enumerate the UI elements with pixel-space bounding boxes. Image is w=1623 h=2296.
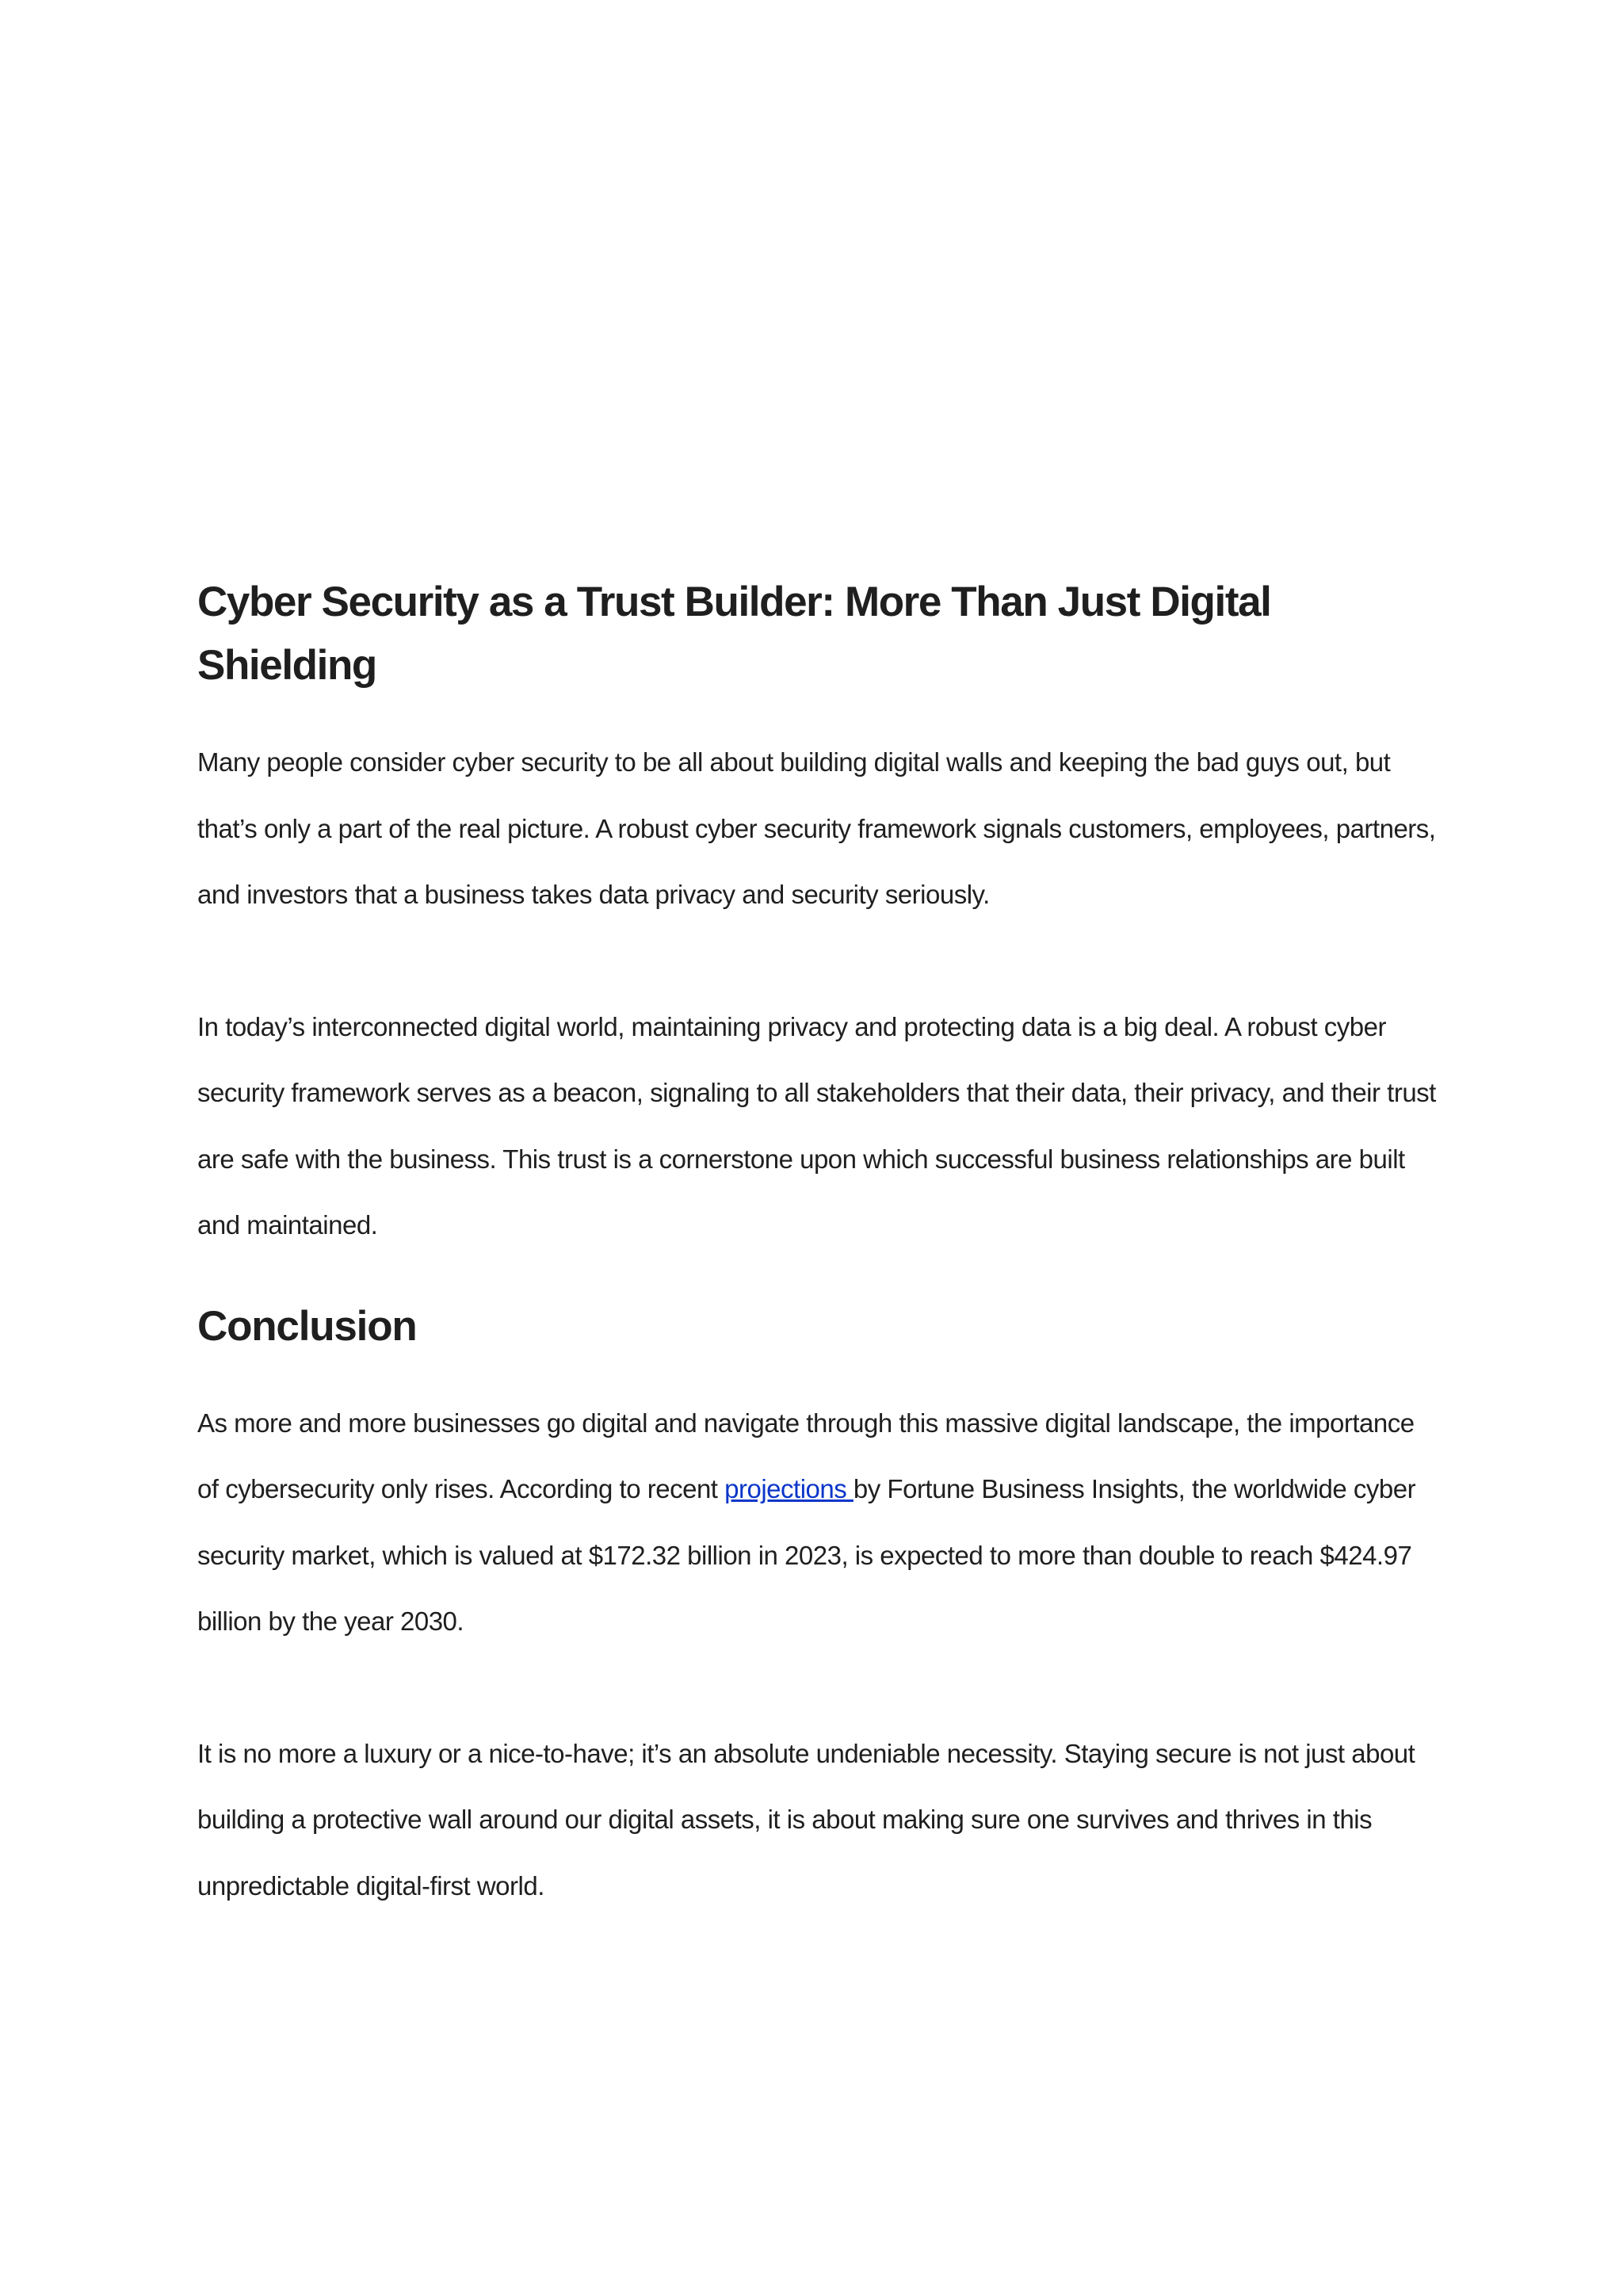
conclusion-paragraph-2: It is no more a luxury or a nice-to-have; it’s an absolute undeniable necessity. Staying secure is not just about building a protective wall around our digital assets, it is about making sure one survives and thrives in this unpredictable digital-first world.: [197, 1738, 1415, 1901]
conclusion-text-after-link: by Fortune Business Insights, the worldwide cyber security market, which is valued at $172.32 billion in 2023, is expected to more than double to reach $424.97 billion by the year 2030.: [197, 1474, 1416, 1636]
spacer: [197, 1655, 1442, 1721]
spacer: [197, 697, 1442, 729]
article-title: Cyber Security as a Trust Builder: More Than Just Digital Shielding: [197, 579, 1271, 689]
article-paragraph-2: In today’s interconnected digital world, maintaining privacy and protecting data is a big deal. A robust cyber security framework serves as a beacon, signaling to all stakeholders that their data, their privacy, and their trust are safe with the business. This trust is a cornerstone upon which successful business relationships are built and maintained.: [197, 1011, 1436, 1240]
article-paragraph-1: Many people consider cyber security to be all about building digital walls and keeping the bad guys out, but that’s only a part of the real picture. A robust cyber security framework signals customers, employees, partners, and investors that a business takes data privacy and security seriously.: [197, 747, 1436, 909]
document-body: [197, 571, 1442, 1919]
spacer: [197, 928, 1442, 994]
spacer: [197, 1259, 1442, 1295]
conclusion-heading: Conclusion: [197, 1302, 417, 1350]
conclusion-text-before-link: As more and more businesses go digital and navigate through this massive digital landscape, the importance of cybersecurity only rises. According to recent: [197, 1408, 1415, 1503]
projections-link[interactable]: projections: [724, 1474, 854, 1503]
spacer: [197, 1358, 1442, 1390]
conclusion-paragraph-1: [197, 1390, 1442, 1655]
